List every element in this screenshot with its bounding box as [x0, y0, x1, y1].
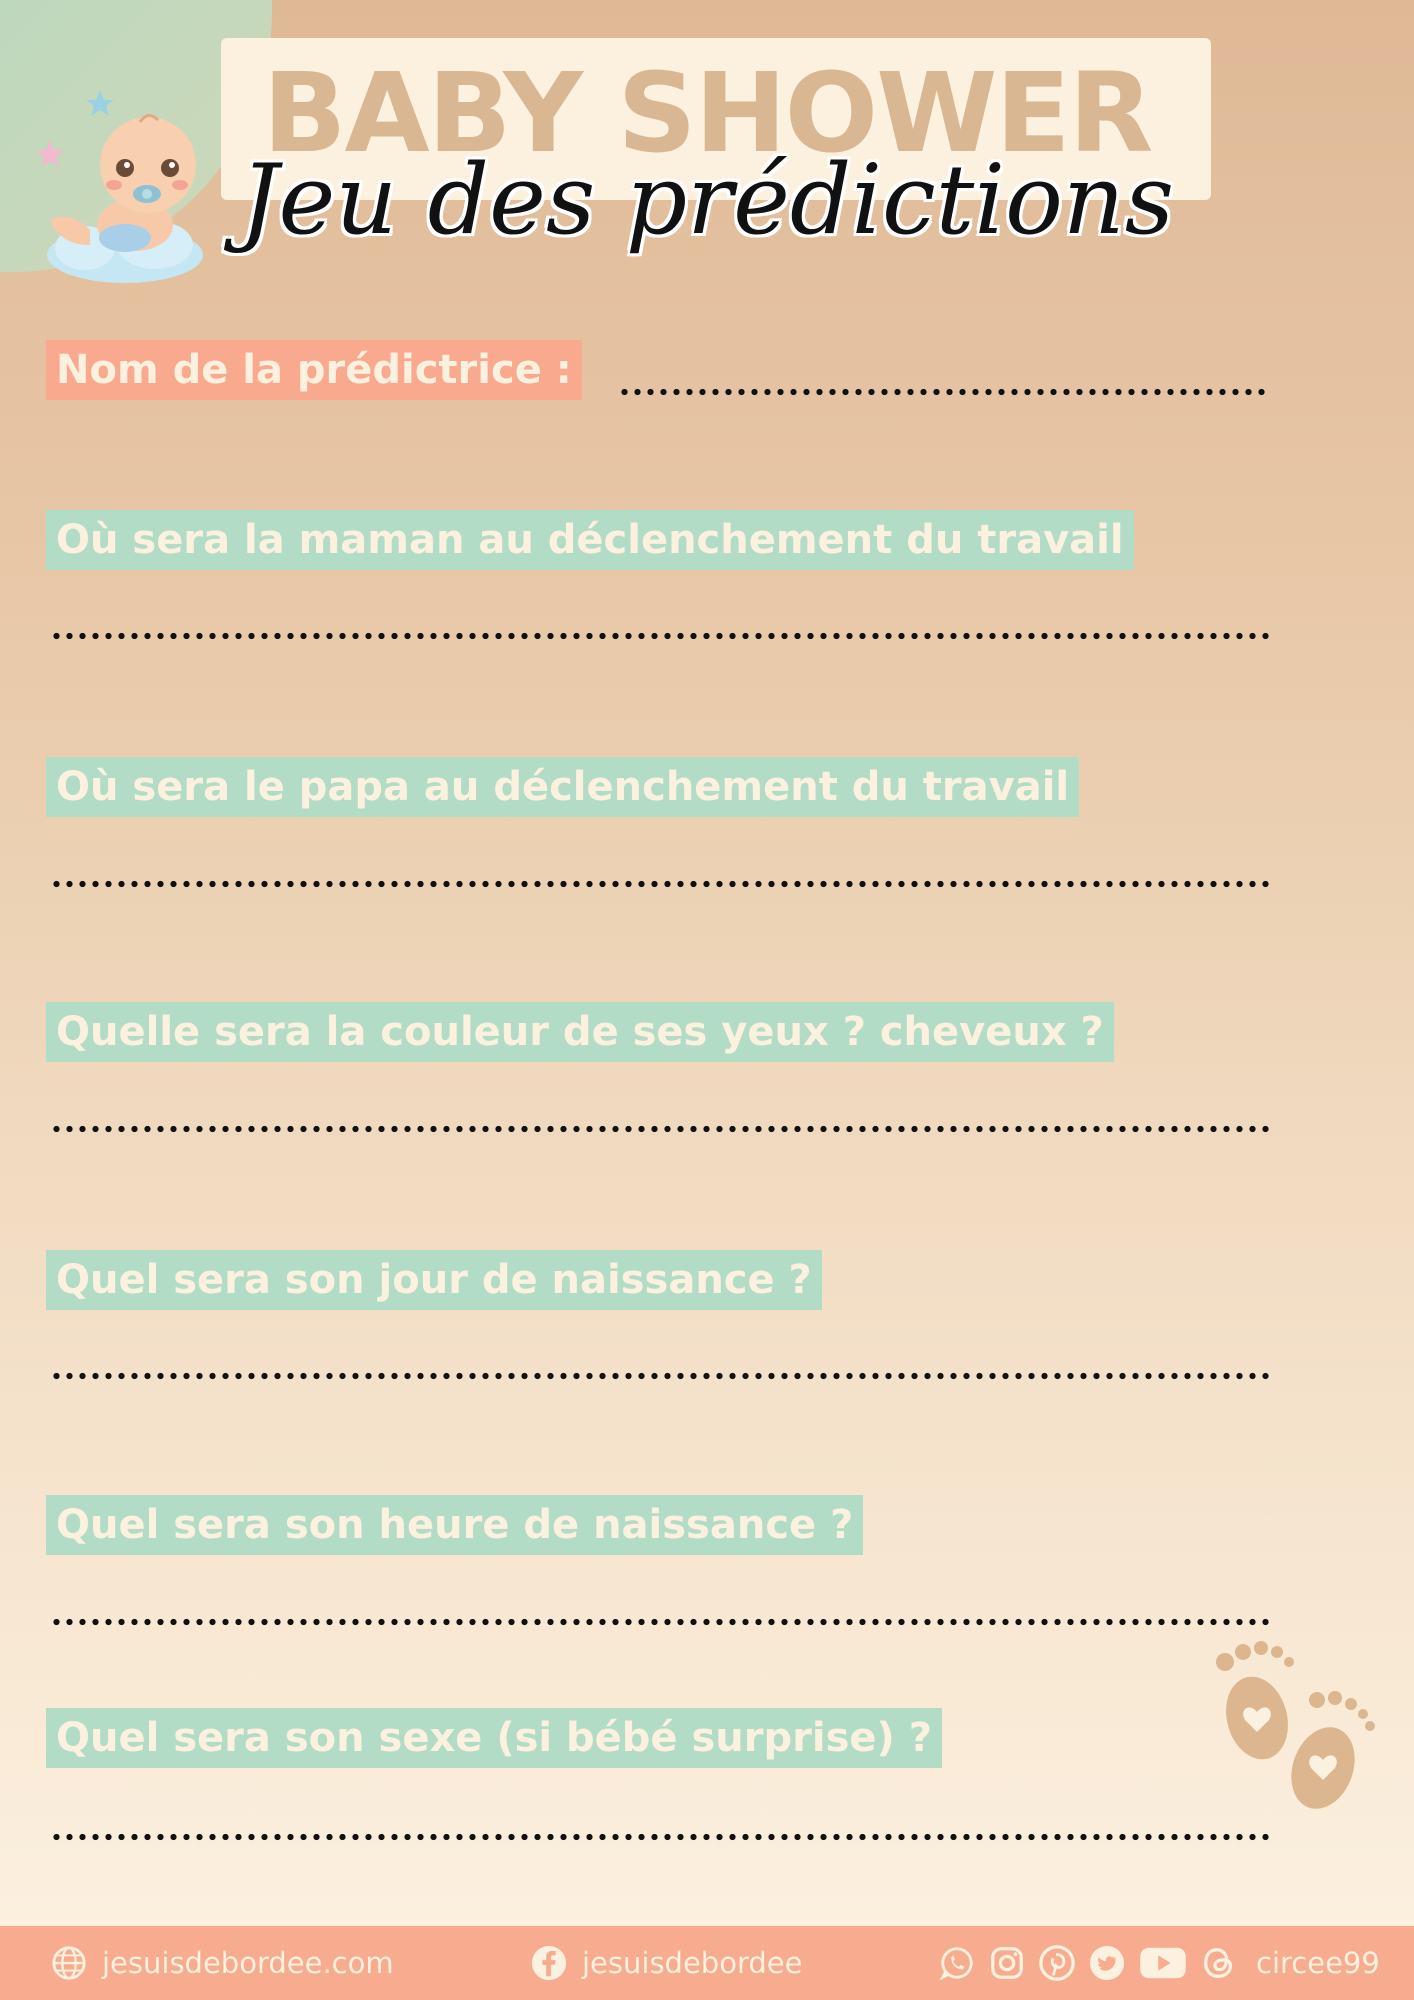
social-handle-text: circee99 — [1256, 1946, 1380, 1980]
answer-line-predictor-name[interactable] — [618, 388, 1270, 396]
answer-line-birth-day[interactable] — [50, 1372, 1274, 1380]
youtube-icon[interactable] — [1138, 1944, 1188, 1982]
answer-line-dad-location[interactable] — [50, 880, 1274, 888]
twitter-icon[interactable] — [1088, 1944, 1126, 1982]
label-predictor-name: Nom de la prédictrice : — [46, 340, 582, 400]
answer-line-eye-hair-color[interactable] — [50, 1125, 1274, 1133]
threads-icon[interactable] — [1200, 1944, 1238, 1982]
label-dad-location: Où sera le papa au déclenchement du travail — [46, 757, 1079, 817]
facebook-icon — [530, 1944, 568, 1982]
label-birth-day: Quel sera son jour de naissance ? — [46, 1250, 822, 1310]
label-eye-hair-color: Quelle sera la couleur de ses yeux ? cheveux ? — [46, 1002, 1114, 1062]
label-baby-sex: Quel sera son sexe (si bébé surprise) ? — [46, 1708, 942, 1768]
pinterest-icon[interactable] — [1038, 1944, 1076, 1982]
website-text: jesuisdebordee.com — [102, 1946, 394, 1980]
page-title: BABY SHOWER — [262, 49, 1152, 177]
whatsapp-icon[interactable] — [938, 1944, 976, 1982]
label-mom-location: Où sera la maman au déclenchement du travail — [46, 510, 1134, 570]
footer-social — [938, 1926, 1380, 2000]
answer-line-baby-sex[interactable] — [50, 1833, 1274, 1841]
page-subtitle: Jeu des prédictions — [240, 144, 1174, 256]
footer-bar — [0, 1926, 1414, 2000]
instagram-icon[interactable] — [988, 1944, 1026, 1982]
footer-facebook[interactable] — [530, 1926, 802, 2000]
answer-line-mom-location[interactable] — [50, 632, 1274, 640]
footer-website[interactable] — [50, 1926, 394, 2000]
baby-illustration — [30, 80, 230, 300]
facebook-text: jesuisdebordee — [582, 1946, 803, 1980]
globe-icon — [50, 1944, 88, 1982]
baby-feet-icon — [1205, 1640, 1385, 1820]
answer-line-birth-time[interactable] — [50, 1618, 1274, 1626]
label-birth-time: Quel sera son heure de naissance ? — [46, 1495, 863, 1555]
